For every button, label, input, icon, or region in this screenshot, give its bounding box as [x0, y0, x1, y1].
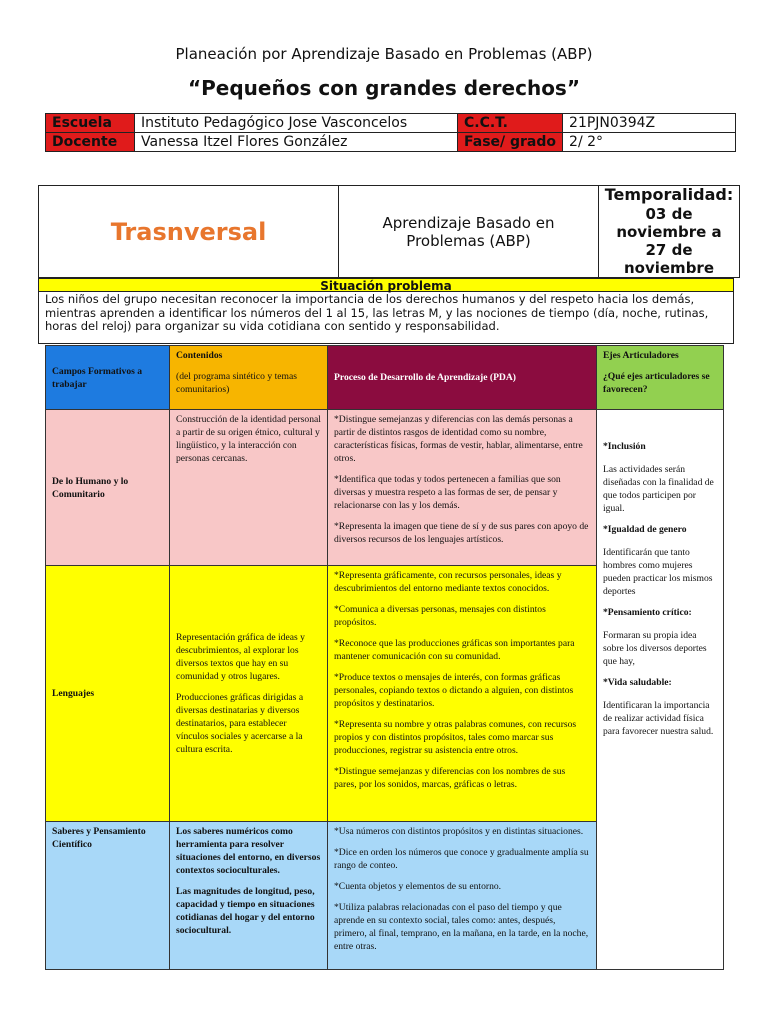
pda-item: *Produce textos o mensajes de interés, con formas gráficas personales, copiando textos o dictando a alguien, con distintos propósitos y destinatarios. [334, 672, 574, 709]
pda-item: *Cuenta objetos y elementos de su entorno. [334, 881, 502, 892]
situacion-problema-label: Situación problema [38, 278, 734, 292]
pda-item: *Usa números con distintos propósitos y en distintas situaciones. [334, 826, 584, 837]
top-box [38, 185, 740, 278]
cct-value: 21PJN0394Z [563, 114, 736, 133]
fase-label: Fase/ grado [458, 133, 563, 152]
info-table [45, 113, 736, 152]
cct-label: C.C.T. [458, 114, 563, 133]
info-row-escuela [46, 114, 736, 133]
pda-item: *Representa su nombre y otras palabras comunes, con recursos propios y con distintos propósitos, tales como marcar sus producciones, registrar su asistencia entre otros. [334, 719, 577, 756]
pda-item: *Representa la imagen que tiene de sí y de sus pares con apoyo de diversos recursos de los lenguajes artísticos. [334, 521, 589, 545]
header-contenidos [170, 346, 328, 410]
pda-item: *Dice en orden los números que conoce y gradualmente amplía su rango de conteo. [334, 847, 589, 871]
contenido-lenguajes [170, 566, 328, 822]
eje-text: Las actividades serán diseñadas con la finalidad de que todos participen por igual. [603, 464, 714, 514]
pda-item: *Distingue semejanzas y diferencias con los nombres de sus pares, por los sonidos, marcas, gráficas o letras. [334, 766, 566, 790]
contenido-item: Los saberes numéricos como herramienta para resolver situaciones del entorno, en diversos contextos socioculturales. [176, 826, 321, 876]
temporalidad-cell [598, 185, 740, 278]
abp-cell: Aprendizaje Basado en Problemas (ABP) [338, 185, 599, 278]
docente-value: Vanessa Itzel Flores González [135, 133, 458, 152]
eje-text: Identificarán que tanto hombres como mujeres pueden practicar los mismos deportes [603, 547, 713, 597]
escuela-value: Instituto Pedagógico Jose Vasconcelos [135, 114, 458, 133]
docente-label: Docente [46, 133, 135, 152]
transversal-cell: Trasnversal [38, 185, 339, 278]
contenido-item: Representación gráfica de ideas y descubrimientos, al explorar los diversos textos que hay en su comunidad y otros lugares. [176, 632, 305, 682]
pda-saberes [328, 822, 597, 970]
header-pda: Proceso de Desarrollo de Aprendizaje (PDA) [328, 346, 597, 410]
document-title: “Pequeños con grandes derechos” [188, 76, 580, 100]
header-campos: Campos Formativos a trabajar [46, 346, 170, 410]
escuela-label: Escuela [46, 114, 135, 133]
pda-item: *Comunica a diversas personas, mensajes con distintos propósitos. [334, 604, 546, 628]
temporalidad-label: Temporalidad: [604, 185, 734, 204]
header-ejes-sub: ¿Qué ejes articuladores se favorecen? [603, 371, 710, 395]
pda-item: *Reconoce que las producciones gráficas son importantes para mantener comunicación con su comunidad. [334, 638, 575, 662]
header-ejes [597, 346, 724, 410]
campo-lenguajes: Lenguajes [46, 566, 170, 822]
planning-grid [45, 345, 724, 970]
contenido-item: Las magnitudes de longitud, peso, capacidad y tiempo en situaciones cotidianas del hogar y del entorno sociocultural. [176, 886, 315, 936]
eje-title: *Pensamiento crítico: [603, 607, 692, 618]
eje-title: *Vida saludable: [603, 677, 672, 688]
header-contenidos-title: Contenidos [176, 350, 223, 361]
pda-item: *Distingue semejanzas y diferencias con las demás personas a partir de distintos rasgos de identidad como su nombre, características físicas, formas de vestir, hablar, alimentarse, entre otros. [334, 414, 583, 464]
pda-humano [328, 410, 597, 566]
situacion-problema-text: Los niños del grupo necesitan reconocer la importancia de los derechos humanos y del respeto hacia los demás, mientras aprenden a identificar los números del 1 al 15, las letras M, y las nociones de tiempo (día, noche, rutinas, horas del reloj) para organizar su vida cotidiana con sentido y responsabilidad. [38, 292, 734, 344]
eje-text: Identificaran la importancia de realizar actividad física para favorecer nuestra salud. [603, 700, 714, 737]
pda-item: *Identifica que todas y todos pertenecen a familias que son diversas y muestra respeto a las formas de ser, de pensar y relacionarse con las y los demás. [334, 474, 561, 511]
eje-text: Formaran su propia idea sobre los diversos deportes que hay, [603, 630, 707, 667]
contenido-humano: Construcción de la identidad personal a partir de su origen étnico, cultural y lingüístico, y la interacción con personas cercanas. [170, 410, 328, 566]
eje-title: *Inclusión [603, 441, 646, 452]
eje-title: *Igualdad de genero [603, 524, 687, 535]
pda-item: *Utiliza palabras relacionadas con el paso del tiempo y que aprende en su contexto social, tales como: antes, después, primero, al final, temprano, en la mañana, en la tarde, en la noche, entre otras. [334, 902, 589, 952]
grid-header-row [46, 346, 724, 410]
header-ejes-title: Ejes Articuladores [603, 350, 679, 361]
pda-lenguajes [328, 566, 597, 822]
contenido-saberes [170, 822, 328, 970]
header-contenidos-sub: (del programa sintético y temas comunitarios) [176, 371, 297, 395]
row-humano [46, 410, 724, 566]
campo-saberes: Saberes y Pensamiento Científico [46, 822, 170, 970]
info-row-docente [46, 133, 736, 152]
pda-item: *Representa gráficamente, con recursos personales, ideas y descubrimientos del entorno mediante textos conocidos. [334, 570, 562, 594]
contenido-item: Producciones gráficas dirigidas a diversas destinatarias y diversos destinatarios, para establecer vínculos sociales y acercarse a la cultura escrita. [176, 692, 304, 755]
temporalidad-value: 03 de noviembre a 27 de noviembre [616, 205, 722, 277]
fase-value: 2/ 2° [563, 133, 736, 152]
ejes-column [597, 410, 724, 970]
document-subtitle: Planeación por Aprendizaje Basado en Problemas (ABP) [175, 45, 593, 63]
campo-humano: De lo Humano y lo Comunitario [46, 410, 170, 566]
